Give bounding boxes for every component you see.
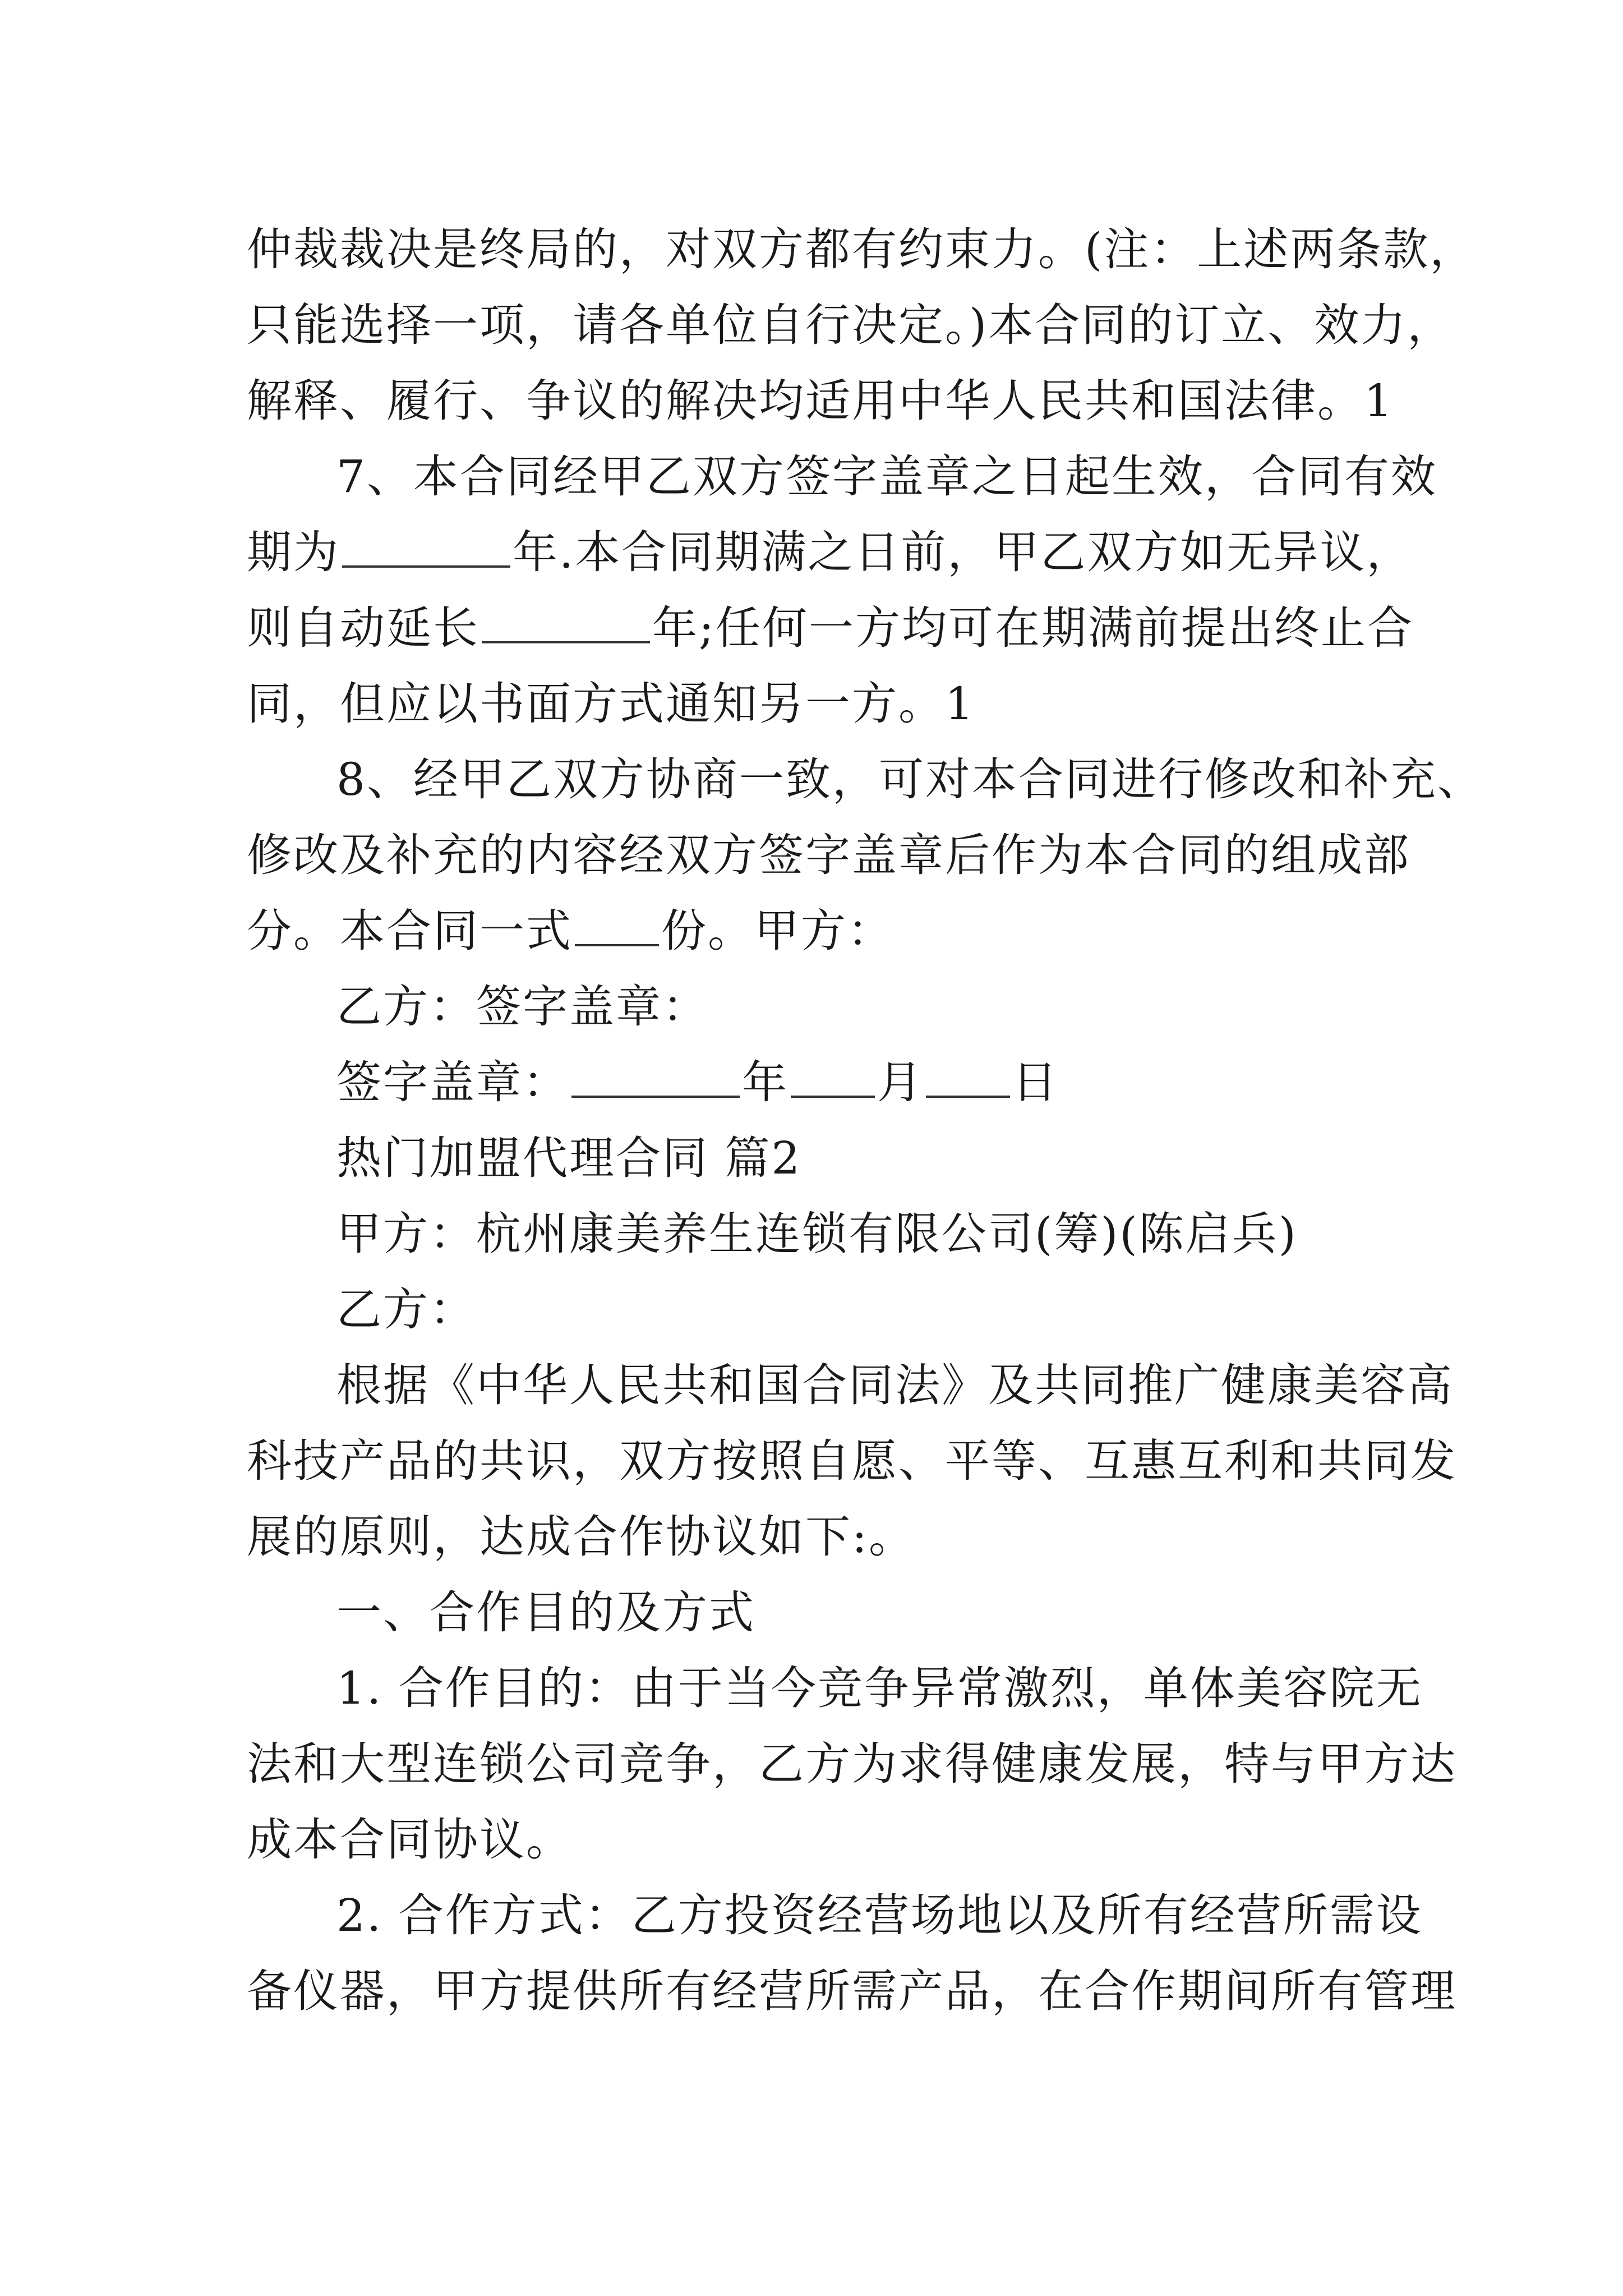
section-heading: 热门加盟代理合同 篇2 [336,1132,802,1184]
text-line: 1. 合作目的：由于当今竞争异常激烈，单体美容院无 [336,1662,1423,1714]
month-label: 月 [877,1056,924,1108]
text-line: 仲裁裁决是终局的，对双方都有约束力。(注：上述两条款， [247,223,1477,275]
fill-in-blank[interactable] [575,905,659,946]
text-line: 成本合同协议。 [247,1814,573,1866]
text-line: 备仪器，甲方提供所有经营所需产品，在合作期间所有管理 [247,1965,1457,2017]
text-line: 解释、履行、争议的解决均适用中华人民共和国法律。1 [247,375,1394,427]
text-segment: 年.本合同期满之日前，甲乙双方如无异议， [513,526,1413,578]
year-blank[interactable] [571,1056,740,1098]
text-segment: 年;任何一方均可在期满前提出终止合 [652,602,1414,654]
text-line [247,519,1413,586]
month-blank[interactable] [791,1056,875,1098]
signature-date-line [336,1049,1059,1116]
day-blank[interactable] [926,1056,1010,1098]
text-segment: 份。甲方： [661,905,894,957]
text-line: 科技产品的共识，双方按照自愿、平等、互惠互利和共同发 [247,1435,1457,1487]
text-segment: 分。本合同一式 [247,905,573,957]
text-segment: 期为 [247,526,340,578]
text-line: 同，但应以书面方式通知另一方。1 [247,678,975,730]
text-line: 8、经甲乙双方协商一致，可对本合同进行修改和补充、 [336,753,1484,806]
text-line: 只能选择一项，请各单位自行决定。)本合同的订立、效力， [247,299,1454,351]
text-line: 根据《中华人民共和国合同法》及共同推广健康美容高 [336,1359,1454,1411]
text-line: 7、本合同经甲乙双方签字盖章之日起生效，合同有效 [336,450,1437,503]
text-line: 2. 合作方式：乙方投资经营场地以及所有经营所需设 [336,1889,1423,1941]
fill-in-blank[interactable] [342,526,510,568]
text-line: 展的原则，达成合作协议如下:。 [247,1511,915,1563]
party-a-line: 甲方：杭州康美养生连锁有限公司(筹)(陈启兵) [336,1208,1298,1260]
party-b-line: 乙方： [336,1283,476,1336]
text-segment: 则自动延长 [247,602,479,654]
text-segment: 签字盖章： [336,1056,569,1108]
text-line [247,595,1414,662]
fill-in-blank[interactable] [482,602,650,643]
text-line: 乙方：签字盖章： [336,981,709,1033]
subsection-heading: 一、合作目的及方式 [336,1586,755,1639]
text-line: 法和大型连锁公司竞争，乙方为求得健康发展，特与甲方达 [247,1738,1457,1790]
day-label: 日 [1012,1056,1059,1108]
text-line: 修改及补充的内容经双方签字盖章后作为本合同的组成部 [247,829,1410,881]
text-line [247,898,894,965]
year-label: 年 [742,1056,789,1108]
